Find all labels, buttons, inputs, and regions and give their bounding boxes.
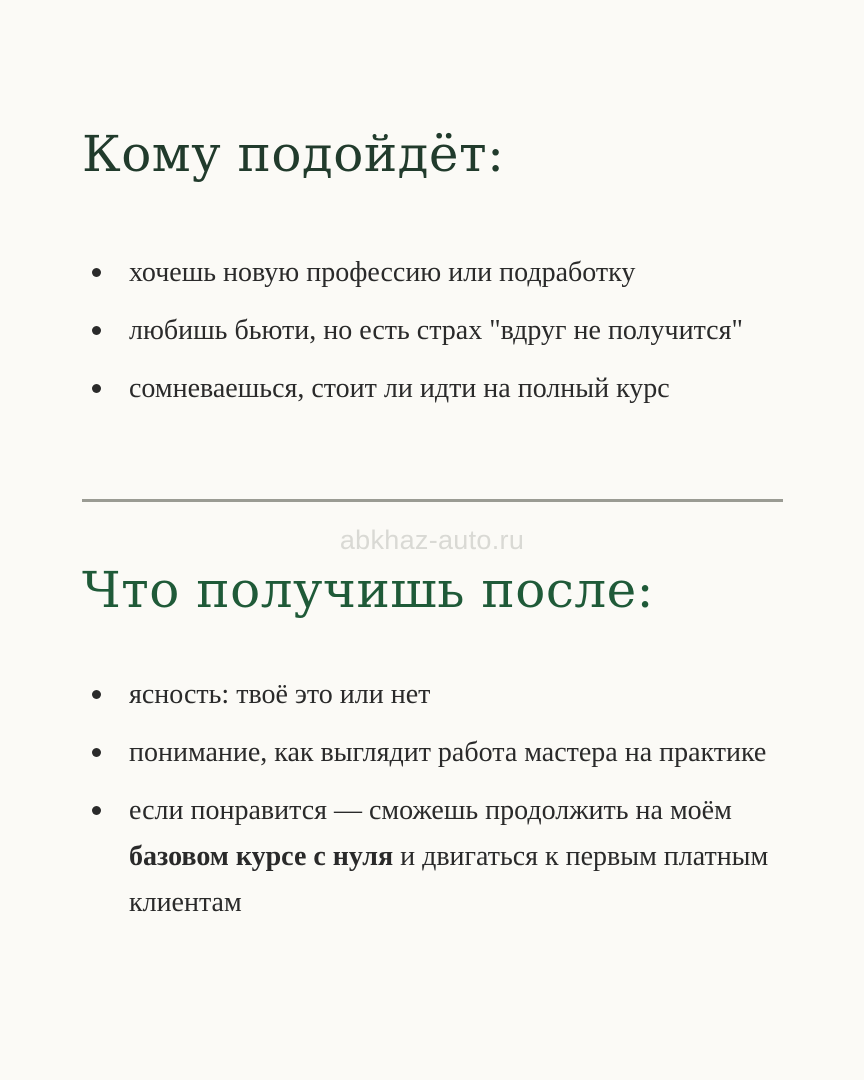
course-name-bold: базовом курсе с нуля: [129, 841, 394, 872]
section-divider: [82, 499, 783, 502]
what-you-get-list: [0, 672, 864, 938]
who-fits-list: [0, 250, 864, 424]
section-title-who-fits: Кому подойдёт:: [82, 125, 505, 183]
section-title-what-you-get: Что получишь после:: [82, 561, 655, 619]
watermark-text: abkhaz-auto.ru: [339, 525, 525, 555]
list-item: [0, 788, 864, 926]
list-item-text-start: если понравится — сможешь продолжить на моём: [129, 795, 732, 826]
list-item-text-end: и двигаться к первым платным клиентам: [129, 841, 769, 918]
list-item: понимание, как выглядит работа мастера на практике: [0, 730, 864, 776]
list-item: сомневаешься, стоит ли идти на полный курс: [0, 366, 864, 412]
list-item: хочешь новую профессию или подработку: [0, 250, 864, 296]
list-item: любишь бьюти, но есть страх "вдруг не получится": [0, 308, 864, 354]
list-item: ясность: твоё это или нет: [0, 672, 864, 718]
